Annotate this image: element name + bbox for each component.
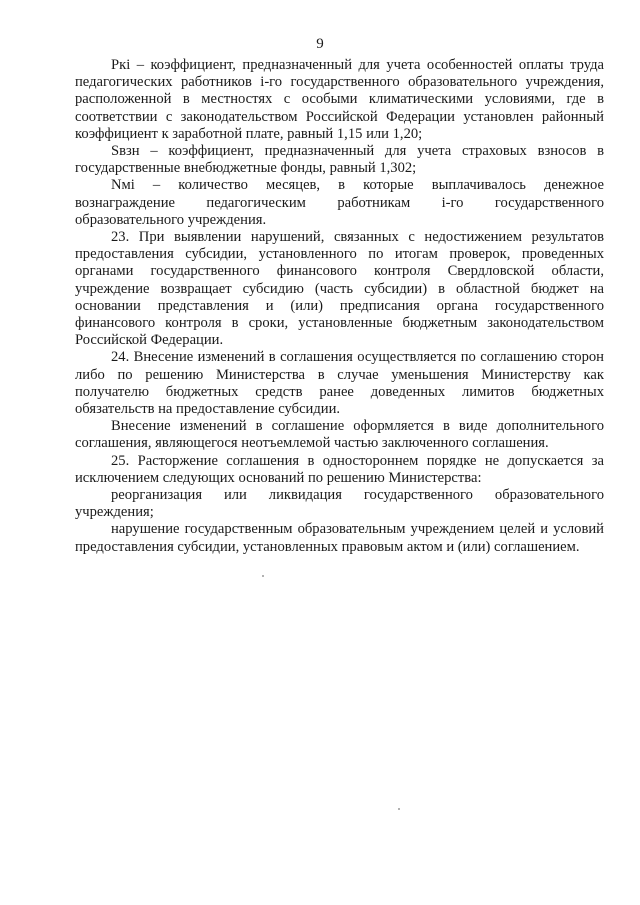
paragraph-clause-25: 25. Расторжение соглашения в одностороннем порядке не допускается за исключением следующих оснований по решению Министерства: <box>75 452 604 486</box>
paragraph-clause-23: 23. При выявлении нарушений, связанных с недостижением результатов предоставления субсидии, установленного по итогам проверок, проведенных органами государственного финансового контроля Свердловской области, учреждение возвращает субсидию (часть субсидии) в областной бюджет на основании представления и (или) предписания органа государственного финансового контроля в сроки, установленные бюджетным законодательством Российской Федерации. <box>75 229 604 349</box>
paragraph-coefficient-nmi: Nмi – количество месяцев, в которые выплачивалось денежное вознаграждение педагогическим работникам i-го государственного образовательного учреждения. <box>75 177 604 228</box>
scan-speck <box>398 808 400 810</box>
paragraph-reorganization: реорганизация или ликвидация государственного образовательного учреждения; <box>75 487 604 521</box>
paragraph-coefficient-svzn: Sвзн – коэффициент, предназначенный для учета страховых взносов в государственные внебюджетные фонды, равный 1,302; <box>75 143 604 177</box>
paragraph-clause-24: 24. Внесение изменений в соглашения осуществляется по соглашению сторон либо по решению Министерства в случае уменьшения Министерству как получателю бюджетных средств ранее доведенных лимитов бюджетных обязательств на предоставление субсидии. <box>75 349 604 418</box>
document-body <box>75 57 604 556</box>
scan-speck <box>262 575 264 577</box>
page-number: 9 <box>316 36 324 52</box>
paragraph-violation: нарушение государственным образовательным учреждением целей и условий предоставления субсидии, установленных правовым актом и (или) соглашением. <box>75 521 604 555</box>
paragraph-coefficient-pki: Pкi – коэффициент, предназначенный для учета особенностей оплаты труда педагогических работников i-го государственного образовательного учреждения, расположенной в местностях с особыми климатическими условиями, где в соответствии с законодательством Российской Федерации установлен районный коэффициент к заработной плате, равный 1,15 или 1,20; <box>75 57 604 142</box>
paragraph-amendments: Внесение изменений в соглашение оформляется в виде дополнительного соглашения, являющегося неотъемлемой частью заключенного соглашения. <box>75 418 604 452</box>
